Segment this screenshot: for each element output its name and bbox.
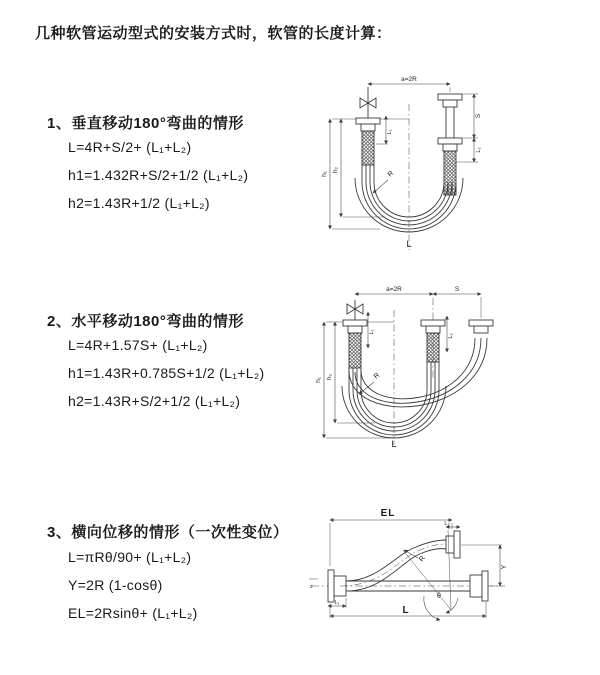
braided-hose-section — [362, 131, 374, 165]
hose-curve — [346, 540, 446, 581]
page-title: 几种软管运动型式的安装方式时，软管的长度计算： — [35, 25, 392, 42]
braided-hose-section — [444, 151, 456, 195]
formula: h1=1.43R+0.785S+1/2 (L₁+L₂) — [68, 365, 265, 381]
dim-label-l1: L₁ — [334, 600, 340, 606]
formula: h2=1.43R+S/2+1/2 (L₁+L₂) — [68, 393, 241, 409]
formula: EL=2Rsinθ+ (L₁+L₂) — [68, 605, 198, 621]
formula: h1=1.432R+S/2+1/2 (L₁+L₂) — [68, 167, 249, 183]
centerline-mark: z — [310, 584, 313, 590]
dim-label-l1: L₁ — [369, 329, 375, 335]
diagram-horizontal-180-bend — [310, 280, 600, 450]
dim-label-l2: L₂ — [448, 333, 454, 339]
dim-label-l: L — [402, 605, 410, 616]
radius-label-r: R — [386, 169, 396, 179]
angle-label-theta: θ — [437, 593, 441, 600]
formula: L=4R+S/2+ (L₁+L₂) — [68, 139, 192, 155]
braided-hose-section — [349, 333, 361, 368]
dim-label-l2: L₂ — [476, 147, 482, 153]
dim-label-y: Y — [501, 564, 508, 570]
section-2-heading: 2、水平移动180°弯曲的情形 — [47, 313, 244, 330]
hose-curve-shifted — [349, 338, 487, 407]
braided-hose-section — [427, 333, 439, 362]
dim-label-h1: h₁ — [315, 377, 322, 383]
diagram-lateral-displacement — [300, 500, 600, 660]
radius-label-r: R — [418, 554, 427, 564]
formula: h2=1.43R+1/2 (L₁+L₂) — [68, 195, 210, 211]
length-label-l: L — [391, 439, 397, 449]
section-3-heading: 3、横向位移的情形（一次性变位） — [47, 524, 289, 541]
diagram-vertical-180-bend — [310, 70, 600, 260]
formula: L=4R+1.57S+ (L₁+L₂) — [68, 337, 208, 353]
dim-label-l1: L₁ — [387, 129, 393, 135]
dim-label-el: EL — [380, 508, 396, 519]
length-label-l: L — [406, 239, 412, 249]
dim-label-s: S — [475, 113, 482, 119]
radius-label-r: R — [372, 371, 382, 381]
dim-label-s: S — [454, 286, 460, 293]
dim-label-h2: h₂ — [326, 373, 333, 381]
dim-label-h2: h₂ — [332, 166, 339, 174]
formula: L=πRθ/90+ (L₁+L₂) — [68, 549, 192, 565]
section-1-heading: 1、垂直移动180°弯曲的情形 — [47, 115, 244, 132]
dim-label-a2r: a=2R — [386, 286, 402, 293]
formula: Y=2R (1-cosθ) — [68, 577, 163, 593]
dim-label-l2: L₂ — [444, 521, 450, 527]
dim-label-a2r: a=2R — [401, 76, 417, 83]
dim-label-h1: h₁ — [321, 171, 328, 177]
